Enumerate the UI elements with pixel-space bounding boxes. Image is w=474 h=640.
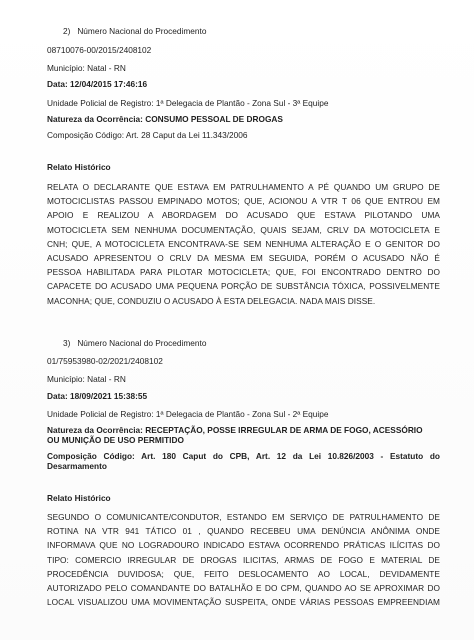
unidade-policial: Unidade Policial de Registro: 1ª Delegacia de Plantão - Zona Sul - 2ª Equipe <box>47 409 329 419</box>
relato-line: MOTOCICLETA SEM NENHUMA DOCUMENTAÇÃO, QUAIS SEJAM, CRLV DA MOTOCICLETA E <box>47 224 440 235</box>
natureza-label: Natureza da Ocorrência: <box>47 114 143 124</box>
relato-line: INFORMAVA QUE NO LOGRADOURO INDICADO ESTAVA OCORRENDO PRÁTICAS ILÍCITAS DO <box>47 540 440 551</box>
natureza-line: Natureza da Ocorrência: RECEPTAÇÃO, POSSE IRREGULAR DE ARMA DE FOGO, ACESSÓRIO <box>47 425 423 435</box>
record-title: Número Nacional do Procedimento <box>77 26 207 36</box>
record-title: Número Nacional do Procedimento <box>77 338 207 348</box>
relato-line: LOCAL VISUALIZOU UMA MOVIMENTAÇÃO SUSPEITA, ONDE VÁRIAS PESSOAS EMPREENDIAM <box>47 597 440 608</box>
relato-line: MOTOCICLISTAS PASSOU EMPINADO MOTOS; QUE, ACIONOU A VTR T 06 QUE ENTROU EM <box>47 196 440 207</box>
composicao-line: Desarmamento <box>47 461 107 471</box>
composicao-codigo: Composição Código: Art. 28 Caput da Lei 11.343/2006 <box>47 130 248 140</box>
record-index-number: 3) <box>63 338 71 348</box>
composicao-codigo <box>47 451 440 471</box>
natureza-ocorrencia <box>47 114 283 124</box>
unidade-policial: Unidade Policial de Registro: 1ª Delegacia de Plantão - Zona Sul - 3ª Equipe <box>47 98 329 108</box>
relato-line: PESSOA HABILITADA PARA PILOTAR MOTOCICLETA; QUE, FOI ENCONTRADO DENTRO DO <box>47 267 440 278</box>
relato-line: CNH; QUE, A MOTOCICLETA ENCONTRAVA-SE SEM NENHUMA ALTERAÇÃO E O GENITOR DO <box>47 238 440 249</box>
natureza-value: CONSUMO PESSOAL DE DROGAS <box>145 114 283 124</box>
record-index <box>63 338 206 348</box>
relato-title: Relato Histórico <box>47 162 111 172</box>
procedure-number: 01/75953980-02/2021/2408102 <box>47 356 163 366</box>
relato-text <box>47 180 440 308</box>
relato-line: ROTINA NA VTR 941 TÁTICO 01 , QUANDO RECEBEU UMA DENÚNCIA ANÔNIMA ONDE <box>47 526 440 537</box>
record-index-number: 2) <box>63 26 71 36</box>
municipio: Município: Natal - RN <box>47 63 126 73</box>
relato-title: Relato Histórico <box>47 493 111 503</box>
relato-line: AUTORIZADO PELO COMANDANTE DO BATALHÃO E DO CPM, QUANDO AO SE APROXIMAR DO <box>47 583 440 594</box>
relato-line: TIPO: COMERCIO IRREGULAR DE DROGAS ILICITAS, ARMAS DE FOGO E MATERIAL DE <box>47 554 440 565</box>
record-date: Data: 18/09/2021 15:38:55 <box>47 391 148 401</box>
natureza-ocorrencia <box>47 425 440 445</box>
relato-line: CAPACETE DO ACUSADO UMA PEQUENA PORÇÃO DE SUBSTÂNCIA TÓXICA, POSSIVELMENTE <box>47 281 440 292</box>
relato-line: MACONHA; QUE, CONDUZIU O ACUSADO À ESTA DELEGACIA. NADA MAIS DISSE. <box>47 295 376 306</box>
relato-line: PROCEDÊNCIA DUVIDOSA; QUE, FEITO DESLOCAMENTO AO LOCAL, DEVIDAMENTE <box>47 568 440 579</box>
relato-line: ACUSADO APRESENTOU O CRLV DA MESMA EM SEGUIDA, PORÉM O ACUSADO NÃO É <box>47 253 440 264</box>
relato-line: SEGUNDO O COMUNICANTE/CONDUTOR, ESTANDO EM SERVIÇO DE PATRULHAMENTO DE <box>47 512 440 522</box>
procedure-number: 08710076-00/2015/2408102 <box>47 45 152 55</box>
natureza-line: OU MUNIÇÃO DE USO PERMITIDO <box>47 435 184 445</box>
municipio: Município: Natal - RN <box>47 374 126 384</box>
composicao-line: Composição Código: Art. 180 Caput do CPB, Art. 12 da Lei 10.826/2003 - Estatuto do <box>47 451 440 461</box>
relato-text <box>47 510 440 609</box>
relato-line: APOIO E REALIZOU A ABORDAGEM DO ACUSADO QUE ESTAVA PILOTANDO UMA <box>47 210 440 221</box>
relato-line: RELATA O DECLARANTE QUE ESTAVA EM PATRULHAMENTO A PÉ QUANDO UM GRUPO DE <box>47 182 440 192</box>
record-index <box>63 26 206 36</box>
record-date: Data: 12/04/2015 17:46:16 <box>47 79 148 89</box>
